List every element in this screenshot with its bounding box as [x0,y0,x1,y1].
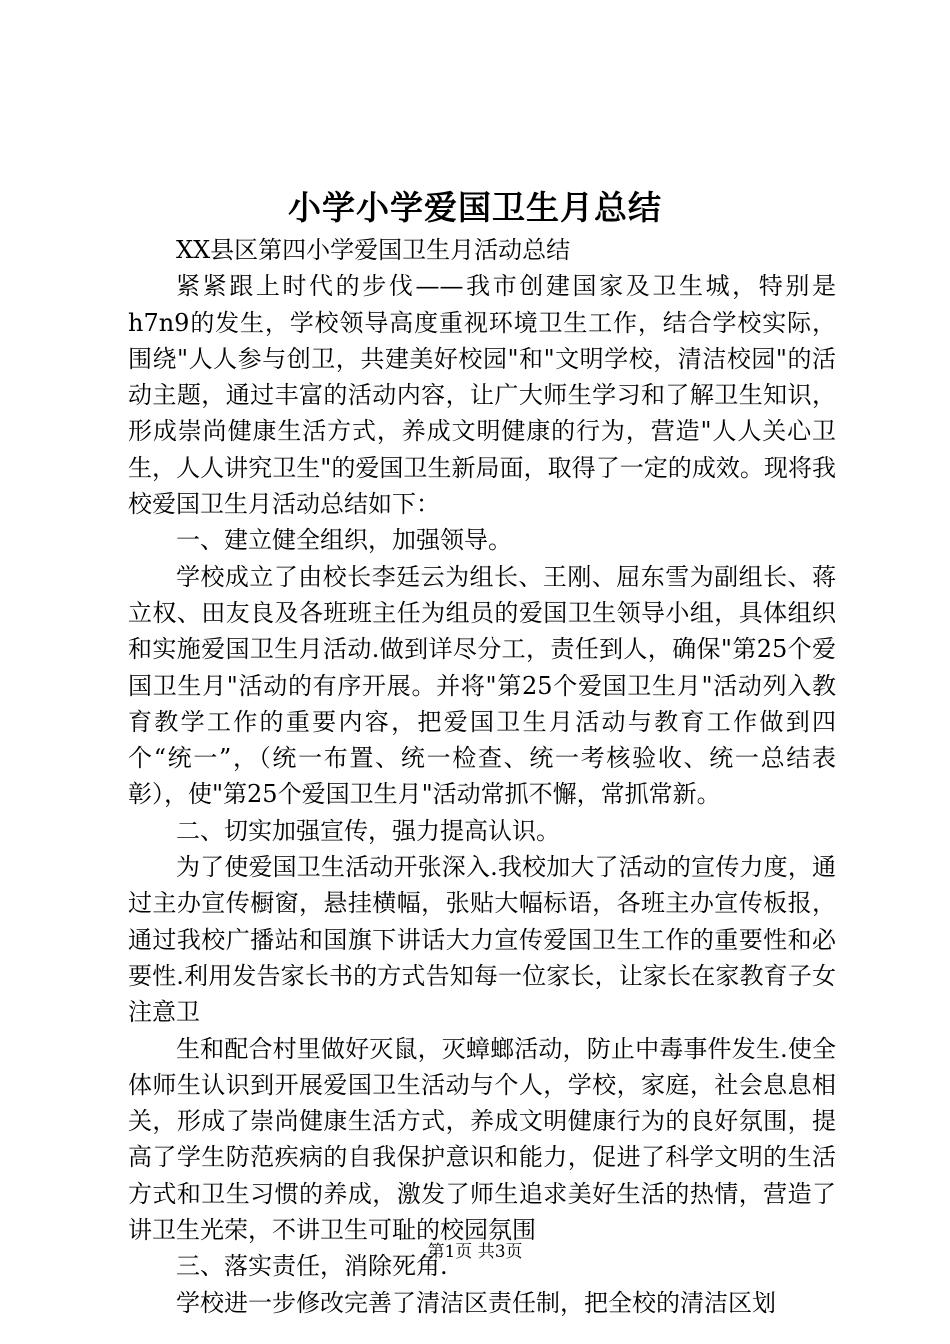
paragraph-section-3: 学校进一步修改完善了清洁区责任制，把全校的清洁区划 [176,1288,776,1317]
paragraph-subtitle: XX县区第四小学爱国卫生月活动总结 [176,236,571,264]
paragraph-section-2a: 为了使爱国卫生活动开张深入.我校加大了活动的宣传力度，通过主办宣传橱窗，悬挂横幅，张贴大幅标语，各班主办宣传板报，通过我校广播站和国旗下讲话大力宣传爱国卫生工作的重要性和必要性.利用发告家长书的方式告知每一位家长，让家长在家教育子女注意卫 [128,853,836,1027]
section-heading-3: 三、落实责任，消除死角. [176,1252,448,1281]
paragraph-intro: 紧紧跟上时代的步伐——我市创建国家及卫生城，特别是h7n9的发生，学校领导高度重视环境卫生工作，结合学校实际，围绕"人人参与创卫，共建美好校园"和"文明学校，清洁校园"的活动主题，通过丰富的活动内容，让广大师生学习和了解卫生知识，形成崇尚健康生活方式，养成文明健康的行为，营造"人人关心卫生，人人讲究卫生"的爱国卫生新局面，取得了一定的成效。现将我校爱国卫生月活动总结如下： [128,272,836,519]
page-number-footer: 第1页 共3页 [427,1242,523,1262]
paragraph-section-2b: 生和配合村里做好灭鼠，灭蟑螂活动，防止中毒事件发生.使全体师生认识到开展爱国卫生活动与个人，学校，家庭，社会息息相关，形成了崇尚健康生活方式，养成文明健康行为的良好氛围，提高了学生防范疾病的自我保护意识和能力，促进了科学文明的生活方式和卫生习惯的养成，激发了师生追求美好生活的热情，营造了讲卫生光荣，不讲卫生可耻的校园氛围 [128,1034,836,1245]
document-title: 小学小学爱国卫生月总结 [288,188,662,227]
paragraph-section-1: 学校成立了由校长李廷云为组长、王刚、屈东雪为副组长、蒋立权、田友良及各班班主任为组员的爱国卫生领导小组，具体组织和实施爱国卫生月活动.做到详尽分工，责任到人，确保"第25个爱国卫生月"活动的有序开展。并将"第25个爱国卫生月"活动列入教育教学工作的重要内容，把爱国卫生月活动与教育工作做到四个“统一”，（统一布置、统一检查、统一考核验收、统一总结表彰），使"第25个爱国卫生月"活动常抓不懈，常抓常新。 [128,562,836,809]
document-body [128,232,836,1321]
section-heading-1: 一、建立健全组织，加强领导。 [176,526,512,555]
section-heading-2: 二、切实加强宣传，强力提高认识。 [176,816,560,845]
